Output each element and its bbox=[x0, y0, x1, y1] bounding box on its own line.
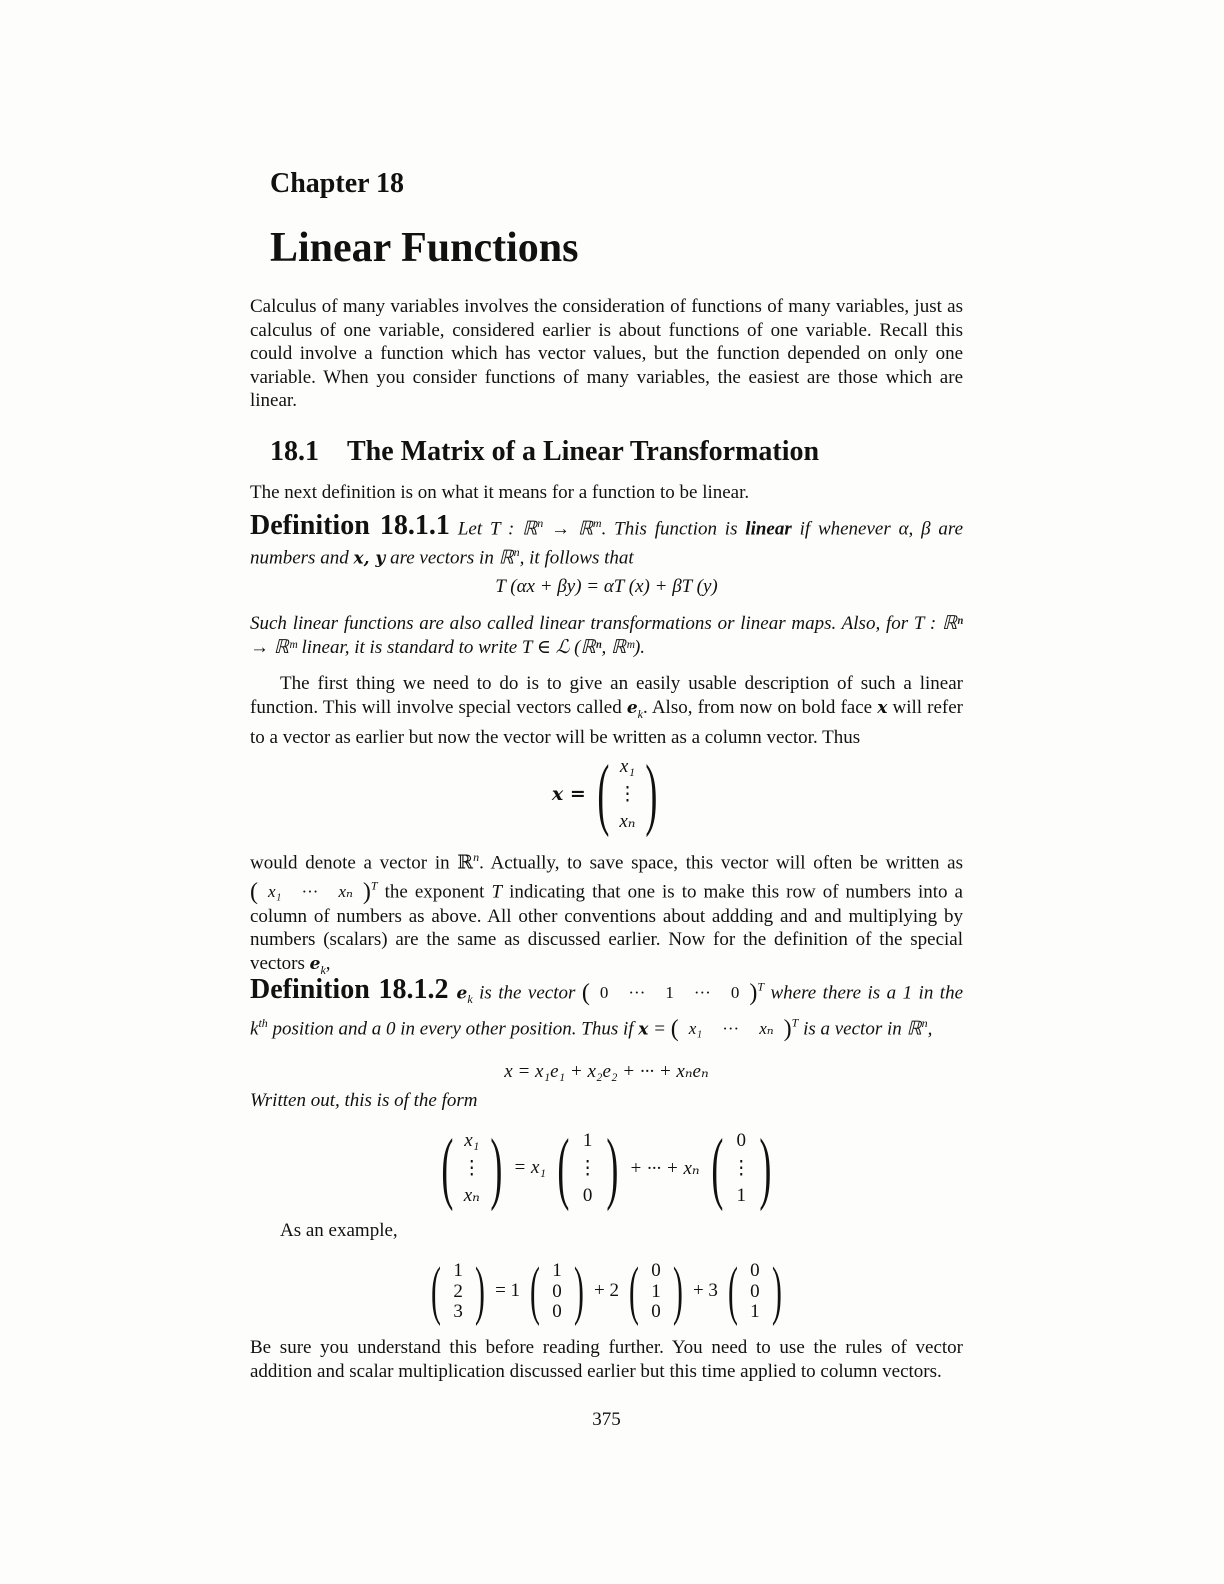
vector-entry: 1 bbox=[736, 1185, 746, 1206]
text: the exponent bbox=[377, 881, 492, 903]
def-text: , bbox=[927, 1018, 933, 1040]
operator: + 3 bbox=[692, 1280, 718, 1301]
def-text: are vectors in ℝ bbox=[385, 547, 514, 569]
paragraph-row-notation bbox=[250, 846, 963, 982]
vector-entry: 0 bbox=[651, 1301, 661, 1322]
superscript: m bbox=[592, 516, 602, 530]
vector-entry: 1 bbox=[552, 1260, 562, 1281]
def-text: is the vector bbox=[472, 982, 582, 1004]
transpose-mark: T bbox=[791, 1015, 799, 1030]
row-entry: 1 bbox=[665, 983, 674, 1003]
math-symbol: T bbox=[491, 881, 503, 903]
section-number: 18.1 bbox=[270, 436, 319, 467]
text: , bbox=[325, 953, 331, 975]
subscript: k bbox=[637, 706, 643, 721]
vector-entry: 2 bbox=[453, 1280, 463, 1302]
intro-paragraph: Calculus of many variables involves the consideration of functions of many variables, just as calculus of one variable, considered earlier is about functions of one variable. Recall this could involve a function which has vector values, but the function depended on only one variable. When you consider functions of many variables, the easiest are those which are linear. bbox=[250, 296, 963, 412]
superscript: th bbox=[258, 1015, 268, 1030]
lead-paragraph: The next definition is on what it means for a function to be linear. bbox=[250, 482, 750, 503]
text: will refer to a vector as earlier but now the vector will be written as a column vector. Thus bbox=[250, 696, 963, 748]
column-vector bbox=[590, 750, 665, 838]
vector-entry: 0 bbox=[736, 1130, 746, 1151]
row-entry: ··· bbox=[693, 983, 711, 1003]
vector-entry: 1 bbox=[582, 1130, 593, 1151]
vector-entry: 0 bbox=[651, 1260, 661, 1281]
definition-18-1-2 bbox=[250, 976, 963, 1042]
operator: = 1 bbox=[495, 1280, 521, 1301]
def-text: position and a 0 in every other position. Thus if bbox=[267, 1018, 639, 1040]
text: The first thing we need to do is to give an easily usable description of such a linear function. This will involve special vectors called bbox=[250, 673, 963, 718]
vector-entry: 0 bbox=[552, 1280, 562, 1302]
page-number: 375 bbox=[592, 1409, 621, 1430]
definition-remark: Such linear functions are also called linear transformations or linear maps. Also, for T : ℝⁿ → ℝᵐ linear, it is standard to write T ∈ ℒ (ℝⁿ, ℝᵐ). bbox=[250, 613, 963, 658]
definition-heading: Definition 18.1.2 bbox=[250, 974, 449, 1006]
vector-entry: ⋮ bbox=[617, 783, 637, 805]
column-vector: ( 0 0 1 ) bbox=[727, 1254, 782, 1327]
def-text: . This function is bbox=[601, 518, 746, 540]
text: . Actually, to save space, this vector will often be written as bbox=[479, 852, 963, 874]
vector-entry: 0 bbox=[750, 1260, 760, 1281]
vector-entry: ⋮ bbox=[462, 1157, 482, 1179]
text: would denote a vector in ℝ bbox=[250, 852, 474, 874]
section-heading bbox=[270, 436, 819, 468]
basis-expansion-equation: x = x₁e₁ + x₂e₂ + ··· + xₙeₙ bbox=[504, 1061, 709, 1082]
vector-entry: 0 bbox=[552, 1301, 562, 1322]
vector-entry: 1 bbox=[750, 1301, 760, 1322]
operator: = x₁ bbox=[513, 1157, 547, 1178]
row-vector: ( x₁ ··· xₙ )$^T$ bbox=[670, 1015, 799, 1043]
def-math: → ℝ bbox=[543, 518, 593, 540]
row-entry: 0 bbox=[730, 983, 740, 1003]
column-vector: ( 1 0 0 ) bbox=[530, 1254, 584, 1327]
row-entry: ··· bbox=[301, 882, 319, 902]
defined-term: linear bbox=[745, 518, 792, 540]
definition-heading: Definition 18.1.1 bbox=[250, 510, 450, 542]
vector-entry: ⋮ bbox=[731, 1157, 751, 1179]
row-entry: ··· bbox=[722, 1019, 740, 1039]
superscript: n bbox=[473, 850, 480, 864]
def-text: is a vector in ℝ bbox=[798, 1018, 922, 1040]
def-text: , it follows that bbox=[519, 547, 634, 569]
transpose-mark: T bbox=[757, 980, 765, 994]
vector-entry: 3 bbox=[453, 1301, 463, 1322]
row-vector: ( 0 ··· 1 ··· 0 )$^T$ bbox=[581, 980, 765, 1007]
definition-18-1-1 bbox=[250, 512, 963, 571]
left-paren: ( bbox=[597, 750, 610, 838]
equation-lhs: x = bbox=[551, 783, 586, 805]
superscript: n bbox=[537, 516, 544, 530]
written-out-text: Written out, this is of the form bbox=[250, 1090, 478, 1111]
column-vector: ( 0 1 0 ) bbox=[629, 1254, 683, 1327]
operator: + 2 bbox=[594, 1280, 619, 1301]
vector-entry: 0 bbox=[582, 1185, 593, 1206]
column-vector-display bbox=[250, 752, 963, 836]
row-vector: ( x₁ ··· xₙ )$^T$ bbox=[250, 878, 378, 906]
row-entry: ··· bbox=[628, 983, 646, 1003]
vector-entry: 1 bbox=[453, 1260, 463, 1281]
row-entry: x₁ bbox=[688, 1019, 703, 1039]
bold-vector: x bbox=[877, 697, 888, 718]
row-entry: xₙ bbox=[759, 1019, 774, 1039]
def-text: = bbox=[648, 1018, 671, 1040]
bold-vector: x, y bbox=[353, 548, 386, 569]
right-paren: ) bbox=[645, 750, 658, 838]
bold-vector: x bbox=[638, 1019, 649, 1040]
row-entry: 0 bbox=[599, 983, 609, 1003]
def-text: if whenever α, β are numbers and bbox=[250, 518, 964, 569]
superscript: n bbox=[513, 544, 520, 559]
chapter-label: Chapter 18 bbox=[270, 168, 405, 199]
def-text: Let bbox=[457, 518, 490, 540]
operator: + ··· + xₙ bbox=[629, 1157, 700, 1179]
vector-entry: x₁ bbox=[619, 756, 635, 777]
subscript: k bbox=[467, 992, 473, 1007]
subscript: k bbox=[320, 962, 326, 977]
vector-entry: xₙ bbox=[619, 811, 636, 832]
chapter-title: Linear Functions bbox=[270, 225, 579, 271]
row-entry: x₁ bbox=[268, 882, 282, 902]
def-math: T : ℝ bbox=[489, 518, 538, 540]
bold-vector: e bbox=[626, 697, 638, 718]
row-entry: xₙ bbox=[338, 882, 353, 902]
vector-entry: x₁ bbox=[464, 1130, 480, 1151]
example-label: As an example, bbox=[280, 1220, 398, 1241]
bold-vector: e bbox=[456, 983, 468, 1004]
text: . Also, from now on bold face bbox=[643, 696, 878, 718]
column-vector: ( x₁ ⋮ xₙ ) bbox=[441, 1124, 503, 1212]
vector-entry: 0 bbox=[750, 1280, 760, 1302]
column-vector: ( 1 2 3 ) bbox=[431, 1254, 486, 1327]
vector-entry: xₙ bbox=[463, 1185, 480, 1206]
paragraph-ek-intro bbox=[250, 672, 963, 750]
linearity-equation: T (αx + βy) = αT (x) + βT (y) bbox=[495, 576, 718, 597]
vector-entry: 1 bbox=[651, 1280, 661, 1302]
vector-entry: ⋮ bbox=[578, 1157, 598, 1179]
transpose-mark: T bbox=[370, 878, 378, 893]
column-vector: ( 0 ⋮ 1 ) bbox=[710, 1124, 772, 1212]
general-expansion-display bbox=[250, 1124, 963, 1212]
section-title: The Matrix of a Linear Transformation bbox=[347, 436, 820, 467]
bold-vector: e bbox=[309, 954, 321, 975]
column-vector: ( 1 ⋮ 0 ) bbox=[557, 1124, 618, 1212]
def-text: where there is a 1 in the k bbox=[250, 982, 964, 1040]
text: indicating that one is to make this row of numbers into a column of numbers as above. All other conventions about addding and and multiplying by numbers (scalars) are the same as discussed earlier. Now for the definition of the special vectors bbox=[250, 881, 963, 975]
superscript: n bbox=[921, 1015, 928, 1030]
closing-paragraph: Be sure you understand this before reading further. You need to use the rules of vector addition and scalar multiplication discussed earlier but this time applied to column vectors. bbox=[250, 1337, 963, 1382]
numeric-example-display bbox=[250, 1256, 963, 1326]
